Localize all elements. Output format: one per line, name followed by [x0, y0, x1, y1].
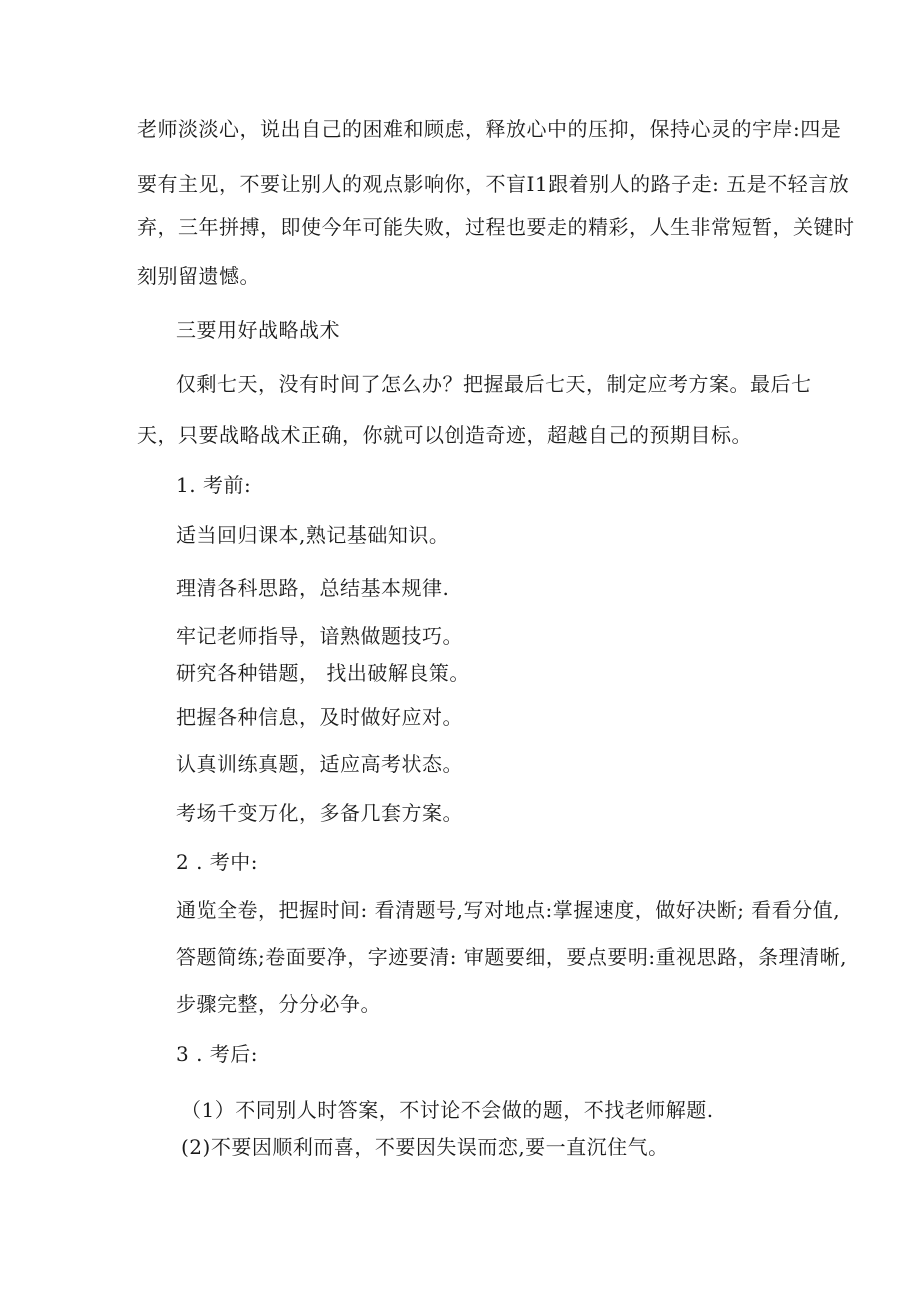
paragraph-line: 通览全卷，把握时间: 看清题号,写对地点:掌握速度，做好决断; 看看分值,: [176, 898, 841, 922]
list-item: 牢记老师指导，谙熟做题技巧。: [176, 624, 463, 648]
subsection-heading: 3 . 考后:: [176, 1042, 259, 1066]
section-title: 三要用好战略战术: [176, 318, 340, 342]
paragraph-line: 老师淡淡心，说出自己的困难和顾虑，释放心中的压抑，保持心灵的宇岸:四是: [137, 117, 842, 141]
list-item: 考场千变万化，多备几套方案。: [176, 801, 463, 825]
list-item: 把握各种信息，及时做好应对。: [176, 705, 463, 729]
list-item: 认真训练真题，适应高考状态。: [176, 752, 463, 776]
paragraph-line: 答题简练;卷面要净，字迹要清: 审题要细，要点要明:重视思路，条理清晰,: [176, 945, 847, 969]
paragraph-line: 仅剩七天，没有时间了怎么办？把握最后七天，制定应考方案。最后七: [176, 372, 812, 396]
list-item: 理清各科思路，总结基本规律.: [176, 576, 450, 600]
paragraph-line: 步骤完整，分分必争。: [176, 992, 381, 1016]
list-item: (2)不要因顺利而喜，不要因失误而恋,要一直沉住气。: [181, 1135, 669, 1159]
list-item: 研究各种错题， 找出破解良策。: [176, 661, 470, 685]
subsection-heading: 1. 考前:: [176, 473, 252, 497]
list-item: 适当回归课本,熟记基础知识。: [176, 523, 450, 547]
paragraph-line: 刻别留遗憾。: [137, 264, 260, 288]
subsection-heading: 2 . 考中:: [176, 850, 259, 874]
list-item: （1）不同别人时答案，不讨论不会做的题，不找老师解题.: [181, 1098, 714, 1122]
paragraph-line: 弃，三年拼搏，即使今年可能失败，过程也要走的精彩，人生非常短暂，关键时: [137, 215, 855, 239]
paragraph-line: 要有主见，不要让别人的观点影响你，不盲I1跟着别人的路子走: 五是不轻言放: [137, 172, 850, 196]
paragraph-line: 天，只要战略战术正确，你就可以创造奇迹，超越自己的预期目标。: [137, 423, 752, 447]
